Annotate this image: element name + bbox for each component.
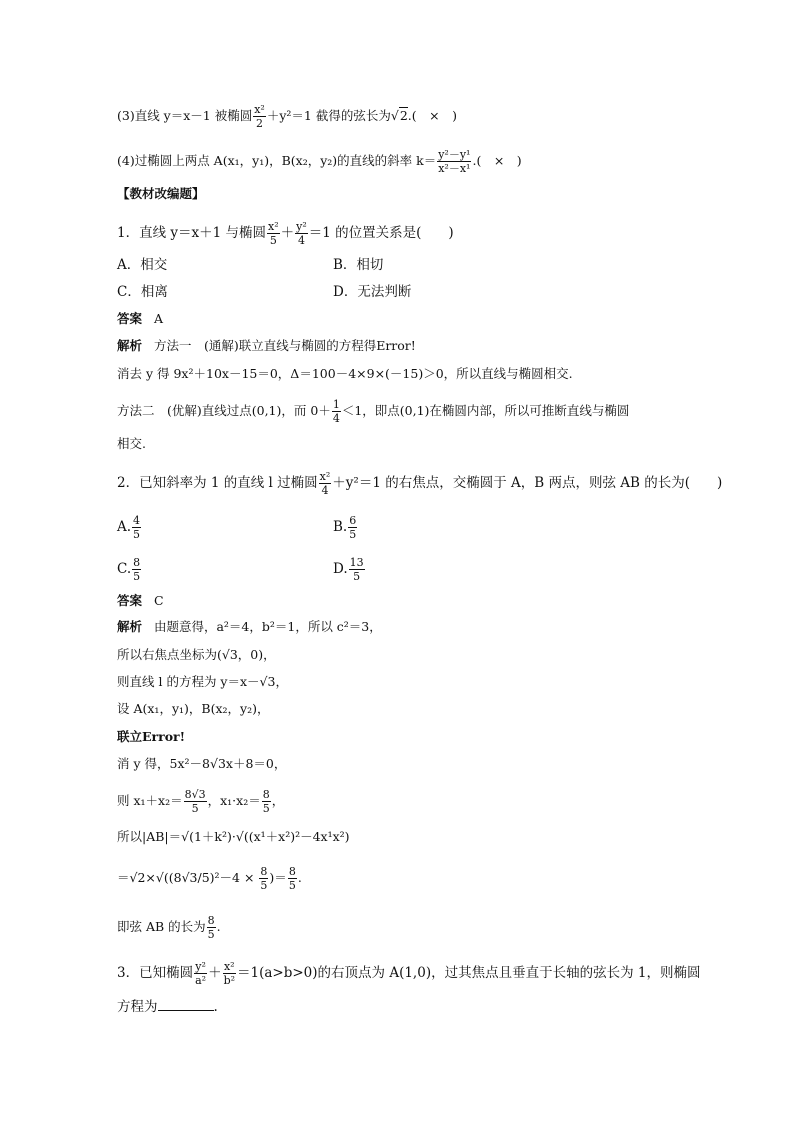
option-c: C．相离 — [117, 284, 168, 300]
frac-den: b² — [223, 974, 236, 987]
solution-text: 即弦 AB 的长为 — [117, 919, 206, 934]
sqrt-value: 2 — [399, 108, 408, 123]
question-3-text: 方程为 — [117, 999, 158, 1015]
frac-num: 8 — [288, 865, 296, 878]
frac-den: 4 — [332, 412, 340, 425]
frac-num: x² — [268, 220, 279, 233]
solution-2-line-2: 所以右焦点坐标为(√3，0)， — [117, 647, 276, 662]
solution-text: ＝√2× — [117, 870, 156, 885]
option-letter: B. — [333, 519, 348, 535]
option-letter: C. — [117, 561, 132, 577]
solution-text: )＝ — [269, 870, 287, 885]
fraction — [194, 960, 207, 987]
frac-num: x² — [319, 470, 331, 483]
answer-value: C — [153, 593, 164, 608]
fraction — [267, 220, 280, 247]
answer-label: 答案 — [117, 311, 143, 326]
answer-label: 答案 — [117, 593, 143, 608]
question-3-end: . — [213, 999, 218, 1015]
statement-4-text: (4)过椭圆上两点 A(x₁，y₁)，B(x₂，y₂)的直线的斜率 k＝ — [117, 153, 437, 168]
question-1-suffix: ＝1 的位置关系是( ) — [308, 225, 454, 241]
fraction — [184, 788, 207, 815]
fraction — [332, 398, 341, 425]
fraction — [253, 103, 266, 130]
frac-den: 5 — [353, 570, 361, 583]
statement-3-text: (3)直线 y＝x－1 被椭圆 — [117, 108, 253, 123]
solution-text: . — [297, 870, 302, 885]
solution-label: 解析 — [117, 619, 143, 634]
question-2-suffix: ＋y²＝1 的右焦点，交椭圆于 A，B 两点，则弦 AB 的长为( ) — [332, 475, 723, 491]
solution-1-line-1 — [117, 336, 416, 356]
frac-den: 5 — [260, 879, 268, 892]
solution-2-line-1 — [117, 617, 382, 637]
solution-text: 方法一 (通解)联立直线与椭圆的方程得Error! — [153, 338, 416, 353]
fraction — [132, 556, 141, 583]
fraction — [288, 865, 297, 892]
solution-text: 由题意得，a²＝4，b²＝1，所以 c²＝3， — [153, 619, 382, 634]
statement-4 — [117, 148, 522, 175]
solution-2-line-3: 则直线 l 的方程为 y＝x－√3， — [117, 674, 288, 689]
solution-text: . — [216, 919, 221, 934]
solution-text: ＜1，即点(0,1)在椭圆内部，所以可推断直线与椭圆 — [341, 403, 630, 418]
frac-den: a² — [195, 974, 207, 987]
question-3 — [117, 960, 700, 987]
fraction — [348, 514, 357, 541]
solution-2-line-7 — [117, 788, 284, 815]
frac-den: 2 — [256, 117, 264, 130]
solution-text: ，x₁·x₂＝ — [207, 793, 261, 808]
frac-num: y²－y¹ — [438, 148, 471, 161]
frac-den: 5 — [191, 802, 199, 815]
frac-num: y² — [195, 960, 206, 973]
frac-num: 8 — [262, 788, 270, 801]
question-3-text: 3．已知椭圆 — [117, 965, 194, 981]
solution-1-line-2: 消去 y 得 9x²＋10x－15＝0，Δ＝100－4×9×(－15)＞0，所以直线与椭圆相交. — [117, 366, 573, 381]
solution-text: 方法二 (优解)直线过点(0,1)，而 0＋ — [117, 403, 331, 418]
solution-2-line-10 — [117, 914, 221, 941]
plus-sign: ＋ — [280, 225, 295, 241]
solution-text: √((8√3/5)²－4 × — [155, 870, 259, 885]
frac-den: 5 — [288, 879, 296, 892]
statement-4-mark: .( × ) — [472, 153, 522, 168]
fraction — [262, 788, 271, 815]
fraction — [223, 960, 236, 987]
option-d — [333, 556, 366, 583]
option-letter: A. — [117, 519, 132, 535]
frac-den: 5 — [133, 528, 141, 541]
solution-2-line-9 — [117, 865, 302, 892]
answer-1 — [117, 309, 163, 329]
answer-value: A — [153, 311, 163, 326]
frac-num: x² — [254, 103, 265, 116]
solution-2-line-8: 所以|AB|＝√(1＋k²)·√((x¹＋x²)²－4x¹x²) — [117, 829, 350, 844]
answer-blank[interactable] — [158, 998, 214, 1011]
option-b — [333, 514, 358, 541]
section-title: 【教材改编题】 — [117, 186, 205, 201]
frac-den: 4 — [297, 234, 305, 247]
question-3-mid: ＝1(a>b>0)的右顶点为 A(1,0)，过其焦点且垂直于长轴的弦长为 1，则椭圆 — [237, 965, 701, 981]
frac-num: 6 — [349, 514, 357, 527]
statement-3-mark: .( × ) — [407, 108, 457, 123]
frac-num: 8 — [260, 865, 268, 878]
fraction — [132, 514, 141, 541]
frac-num: 8 — [207, 914, 215, 927]
fraction — [207, 914, 216, 941]
frac-den: x²－x¹ — [438, 162, 471, 175]
sqrt-symbol: √ — [390, 108, 399, 123]
frac-num: y² — [296, 220, 307, 233]
question-1-text: 1．直线 y＝x＋1 与椭圆 — [117, 225, 267, 241]
frac-den: 5 — [207, 928, 215, 941]
option-letter: D. — [333, 561, 348, 577]
frac-num: 1 — [332, 398, 340, 411]
option-c — [117, 556, 142, 583]
frac-den: 4 — [321, 484, 329, 497]
fraction — [295, 220, 308, 247]
fraction — [319, 470, 332, 497]
solution-1-line-3 — [117, 398, 629, 425]
frac-num: 4 — [133, 514, 141, 527]
frac-den: 5 — [269, 234, 277, 247]
fraction — [259, 865, 268, 892]
fraction — [349, 556, 365, 583]
frac-den: 5 — [262, 802, 270, 815]
question-1 — [117, 220, 454, 247]
solution-2-line-6: 消 y 得，5x²－8√3x＋8＝0， — [117, 756, 287, 771]
question-2 — [117, 470, 722, 497]
frac-num: 13 — [349, 556, 364, 569]
option-d: D．无法判断 — [333, 284, 412, 300]
option-a: A．相交 — [117, 257, 168, 273]
question-2-text: 2．已知斜率为 1 的直线 l 过椭圆 — [117, 475, 318, 491]
option-a — [117, 514, 142, 541]
frac-num: 8 — [133, 556, 141, 569]
statement-3-mid: ＋y²＝1 截得的弦长为 — [266, 108, 391, 123]
answer-2 — [117, 591, 164, 611]
question-3-line-2 — [117, 997, 218, 1017]
statement-3 — [117, 103, 457, 130]
option-b: B．相切 — [333, 257, 384, 273]
frac-num: 8√3 — [184, 788, 206, 801]
solution-text: ， — [271, 793, 285, 808]
solution-label: 解析 — [117, 338, 143, 353]
solution-2-line-4: 设 A(x₁，y₁)，B(x₂，y₂)， — [117, 701, 270, 716]
solution-2-line-5: 联立Error! — [117, 729, 186, 744]
frac-num: x² — [223, 960, 235, 973]
frac-den: 5 — [349, 528, 357, 541]
solution-1-line-4: 相交. — [117, 436, 146, 451]
solution-text: 则 x₁＋x₂＝ — [117, 793, 183, 808]
plus-sign: ＋ — [208, 965, 222, 981]
frac-den: 5 — [133, 570, 141, 583]
fraction — [437, 148, 471, 175]
